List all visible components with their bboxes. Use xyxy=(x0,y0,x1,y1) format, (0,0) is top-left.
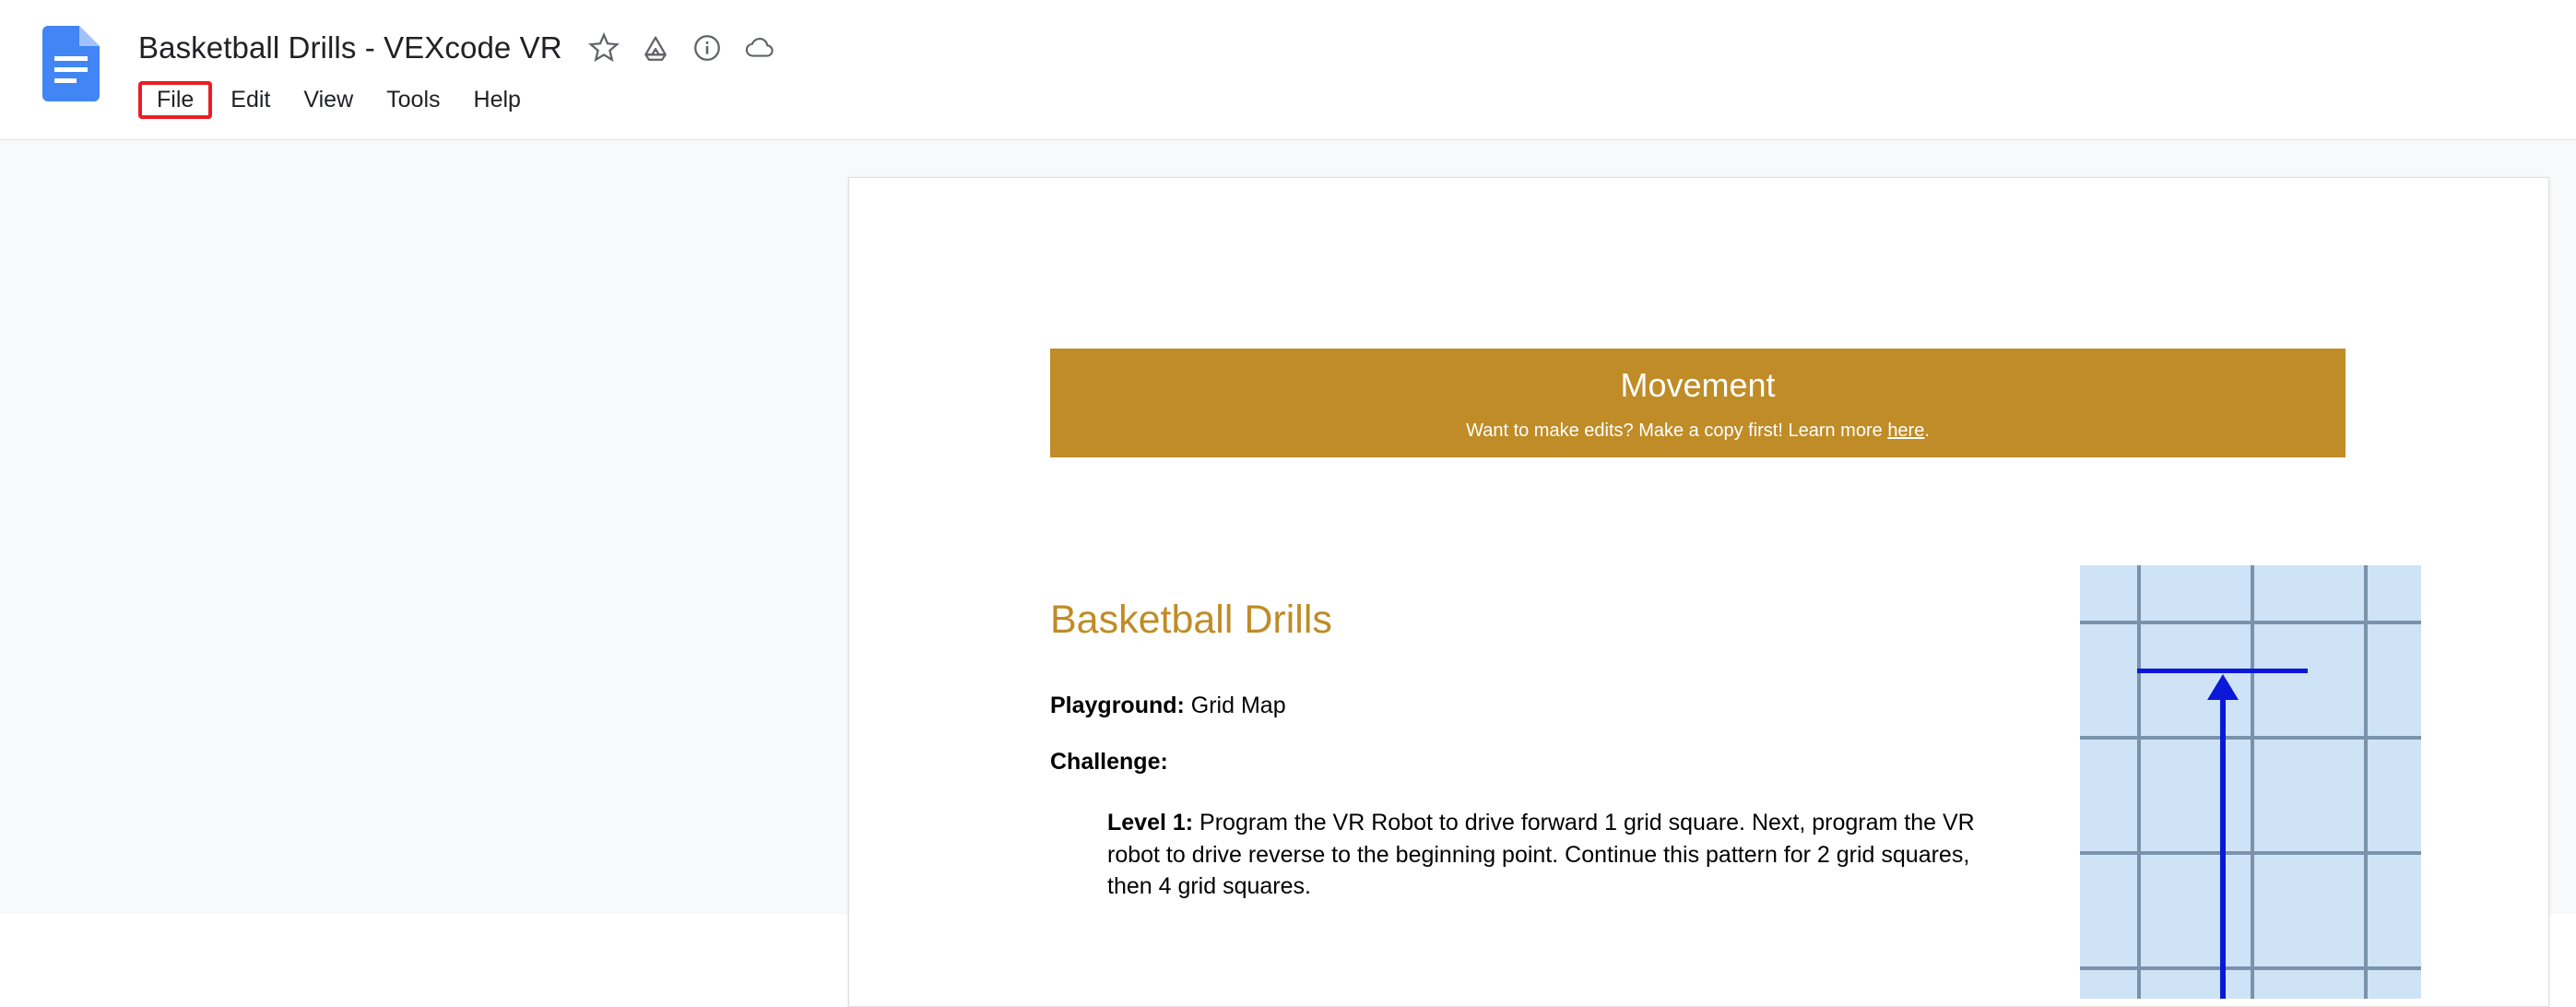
menu-item-edit[interactable]: Edit xyxy=(230,87,271,113)
star-icon[interactable] xyxy=(588,32,620,64)
path-arrow-head xyxy=(2207,674,2239,700)
level-1-paragraph xyxy=(1107,807,2000,903)
playground-value: Grid Map xyxy=(1184,693,1286,718)
menu-item-tools[interactable]: Tools xyxy=(386,87,441,113)
challenge-label: Challenge: xyxy=(1050,749,1168,775)
grid-line-vertical xyxy=(2364,565,2368,999)
document-page[interactable] xyxy=(848,177,2549,1007)
playground-label: Playground: xyxy=(1050,693,1185,718)
banner-subtitle-text: Want to make edits? Make a copy first! Learn more xyxy=(1466,421,1888,441)
grid-line-horizontal xyxy=(2080,851,2421,855)
menu-item-file[interactable]: File xyxy=(138,81,212,119)
path-arrow-shaft xyxy=(2220,694,2226,999)
grid-line-vertical xyxy=(2251,565,2254,999)
grid-line-horizontal xyxy=(2080,736,2421,740)
grid-map-diagram xyxy=(2080,565,2421,999)
grid-line-horizontal xyxy=(2080,966,2421,970)
app-header xyxy=(0,0,2576,140)
cloud-saved-icon[interactable] xyxy=(743,32,774,64)
google-docs-icon[interactable] xyxy=(42,26,100,101)
path-end-marker xyxy=(2137,669,2308,673)
menu-item-view[interactable]: View xyxy=(303,87,354,113)
grid-line-horizontal xyxy=(2080,621,2421,624)
move-to-folder-icon[interactable] xyxy=(640,32,671,64)
banner-subtitle-period: . xyxy=(1924,421,1930,441)
learn-more-link[interactable]: here xyxy=(1887,421,1925,441)
document-status-info-icon[interactable] xyxy=(691,32,723,64)
document-body xyxy=(1050,694,2000,903)
banner-title: Movement xyxy=(1620,366,1776,404)
copy-notice-banner xyxy=(1050,349,2346,457)
document-title[interactable]: Basketball Drills - VEXcode VR xyxy=(138,30,562,65)
banner-subtitle xyxy=(1050,402,2346,442)
challenge-line xyxy=(1050,751,2000,774)
grid-line-vertical xyxy=(2137,565,2141,999)
page-title: Basketball Drills xyxy=(1050,598,1332,642)
menu-item-help[interactable]: Help xyxy=(473,87,521,113)
menu-bar xyxy=(138,81,538,119)
level-1-label: Level 1: xyxy=(1107,810,1194,835)
level-1-text: Program the VR Robot to drive forward 1 grid square. Next, program the VR robot to drive reverse to the beginning point. Continue this pattern for 2 grid squares, then 4 grid squares. xyxy=(1107,810,1975,899)
document-canvas xyxy=(0,140,2576,914)
playground-line xyxy=(1050,694,2000,717)
title-icon-group xyxy=(588,32,774,64)
title-row xyxy=(138,26,774,70)
